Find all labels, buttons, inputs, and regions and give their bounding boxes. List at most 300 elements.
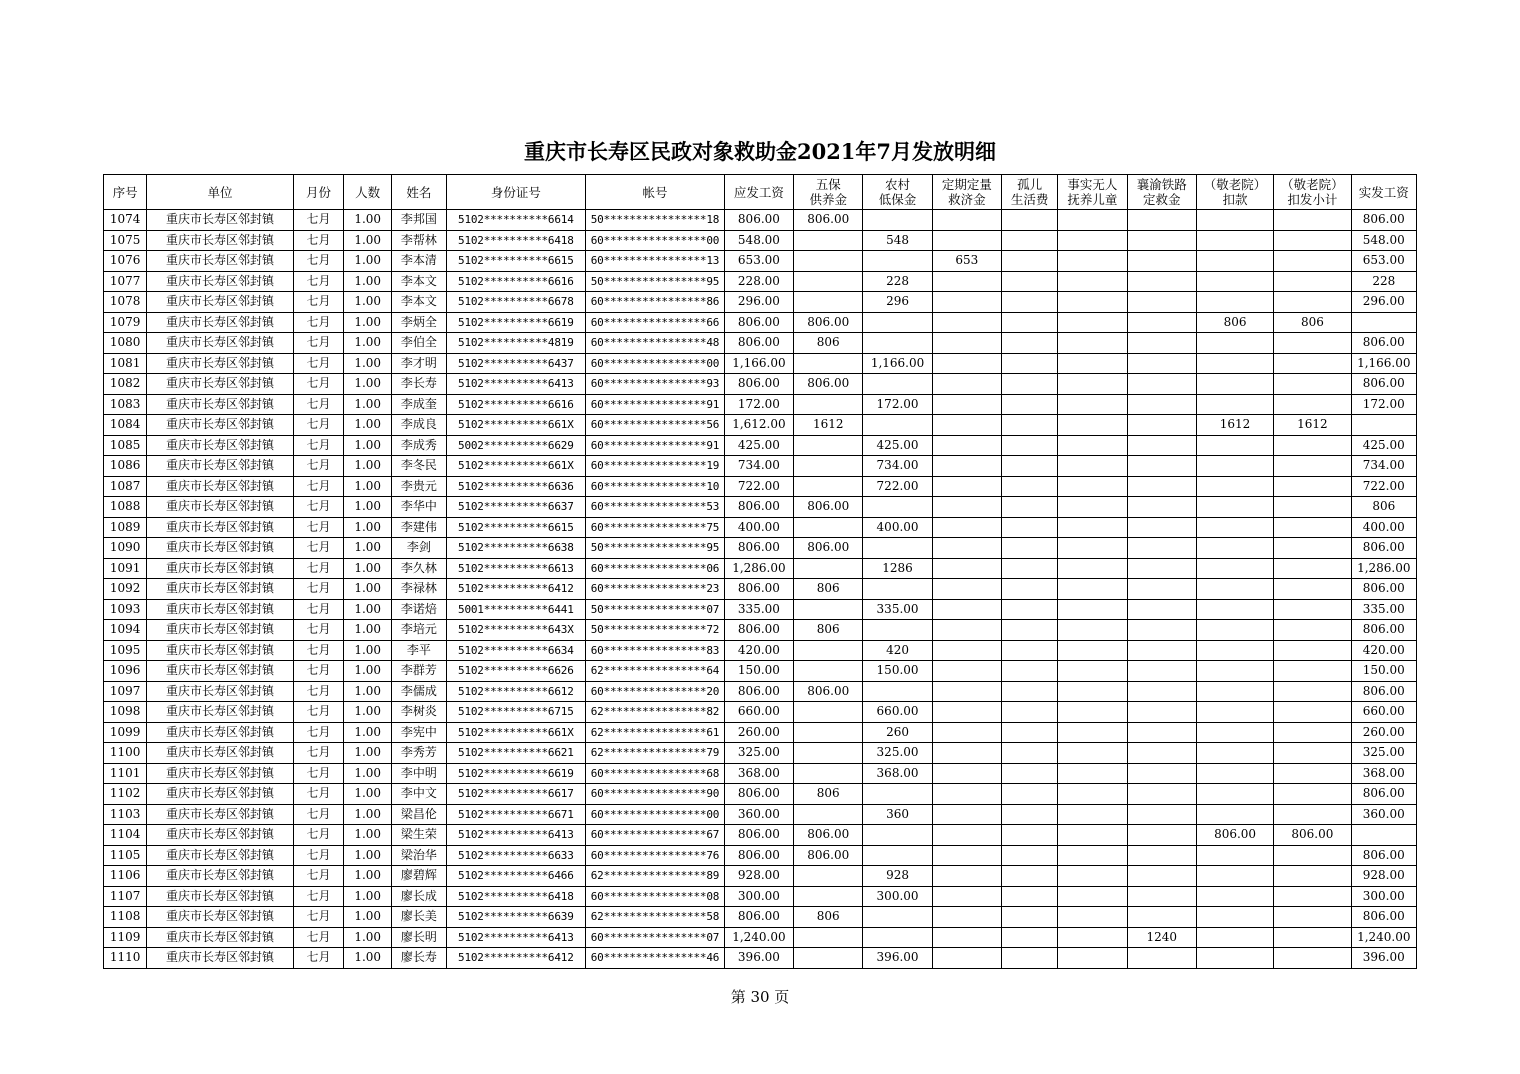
cell-railway-relief [1127, 374, 1196, 395]
cell-unit: 重庆市长寿区邻封镇 [147, 292, 294, 313]
table-row [104, 292, 1417, 313]
cell-name: 廖碧辉 [392, 866, 446, 887]
cell-seq: 1091 [104, 558, 147, 579]
cell-net-pay: 396.00 [1351, 948, 1416, 969]
cell-unit: 重庆市长寿区邻封镇 [147, 497, 294, 518]
cell-railway-relief [1127, 948, 1196, 969]
cell-nursing-subtotal [1274, 476, 1351, 497]
cell-nursing-deduction [1196, 230, 1273, 251]
cell-name: 李久林 [392, 558, 446, 579]
table-row [104, 210, 1417, 231]
cell-unit: 重庆市长寿区邻封镇 [147, 620, 294, 641]
cell-unit: 重庆市长寿区邻封镇 [147, 333, 294, 354]
cell-nursing-deduction: 806 [1196, 312, 1273, 333]
table-row [104, 702, 1417, 723]
cell-net-pay: 660.00 [1351, 702, 1416, 723]
cell-unit: 重庆市长寿区邻封镇 [147, 599, 294, 620]
cell-seq: 1084 [104, 415, 147, 436]
cell-seq: 1086 [104, 456, 147, 477]
cell-unsupported-child [1058, 845, 1127, 866]
cell-id-number: 5002**********6629 [446, 435, 586, 456]
cell-gross-pay: 806.00 [724, 620, 793, 641]
cell-railway-relief [1127, 763, 1196, 784]
cell-nursing-deduction [1196, 456, 1273, 477]
cell-name: 梁治华 [392, 845, 446, 866]
cell-orphan-allowance [1002, 763, 1058, 784]
cell-nursing-deduction [1196, 722, 1273, 743]
cell-nursing-subtotal: 1612 [1274, 415, 1351, 436]
cell-account: 60****************76 [586, 845, 725, 866]
cell-nursing-deduction [1196, 927, 1273, 948]
cell-month: 七月 [293, 251, 343, 272]
cell-orphan-allowance [1002, 948, 1058, 969]
cell-count: 1.00 [344, 681, 392, 702]
cell-wubao-support [794, 517, 863, 538]
cell-name: 廖长美 [392, 907, 446, 928]
cell-nursing-deduction [1196, 845, 1273, 866]
cell-unsupported-child [1058, 743, 1127, 764]
cell-month: 七月 [293, 579, 343, 600]
cell-nursing-subtotal [1274, 497, 1351, 518]
table-row [104, 374, 1417, 395]
cell-wubao-support: 806.00 [794, 374, 863, 395]
cell-gross-pay: 806.00 [724, 907, 793, 928]
cell-nursing-deduction [1196, 271, 1273, 292]
cell-unit: 重庆市长寿区邻封镇 [147, 271, 294, 292]
cell-rural-dibao: 325.00 [863, 743, 932, 764]
cell-count: 1.00 [344, 210, 392, 231]
cell-orphan-allowance [1002, 845, 1058, 866]
cell-fixed-relief [932, 825, 1001, 846]
cell-month: 七月 [293, 374, 343, 395]
cell-net-pay: 806.00 [1351, 538, 1416, 559]
cell-fixed-relief [932, 374, 1001, 395]
cell-unsupported-child [1058, 620, 1127, 641]
cell-unsupported-child [1058, 681, 1127, 702]
header-net-pay: 实发工资 [1351, 175, 1416, 210]
cell-nursing-deduction [1196, 538, 1273, 559]
cell-nursing-subtotal [1274, 661, 1351, 682]
cell-wubao-support [794, 661, 863, 682]
cell-seq: 1076 [104, 251, 147, 272]
cell-nursing-deduction [1196, 907, 1273, 928]
table-row [104, 579, 1417, 600]
cell-rural-dibao: 228 [863, 271, 932, 292]
cell-month: 七月 [293, 210, 343, 231]
cell-count: 1.00 [344, 845, 392, 866]
cell-month: 七月 [293, 681, 343, 702]
cell-month: 七月 [293, 886, 343, 907]
cell-rural-dibao [863, 251, 932, 272]
cell-account: 50****************72 [586, 620, 725, 641]
cell-month: 七月 [293, 538, 343, 559]
cell-rural-dibao [863, 497, 932, 518]
table-row [104, 907, 1417, 928]
cell-account: 62****************79 [586, 743, 725, 764]
cell-seq: 1104 [104, 825, 147, 846]
cell-wubao-support: 806.00 [794, 845, 863, 866]
cell-account: 60****************00 [586, 230, 725, 251]
cell-unit: 重庆市长寿区邻封镇 [147, 579, 294, 600]
cell-fixed-relief [932, 743, 1001, 764]
cell-gross-pay: 806.00 [724, 374, 793, 395]
cell-fixed-relief [932, 230, 1001, 251]
cell-id-number: 5102**********6413 [446, 927, 586, 948]
cell-id-number: 5102**********6617 [446, 784, 586, 805]
cell-name: 李成秀 [392, 435, 446, 456]
cell-railway-relief [1127, 722, 1196, 743]
cell-net-pay: 1,166.00 [1351, 353, 1416, 374]
cell-rural-dibao [863, 907, 932, 928]
cell-seq: 1099 [104, 722, 147, 743]
cell-unit: 重庆市长寿区邻封镇 [147, 558, 294, 579]
cell-seq: 1079 [104, 312, 147, 333]
cell-gross-pay: 172.00 [724, 394, 793, 415]
cell-rural-dibao: 396.00 [863, 948, 932, 969]
cell-seq: 1095 [104, 640, 147, 661]
table-header-row [104, 175, 1417, 210]
cell-orphan-allowance [1002, 661, 1058, 682]
cell-count: 1.00 [344, 620, 392, 641]
cell-unsupported-child [1058, 374, 1127, 395]
cell-unsupported-child [1058, 456, 1127, 477]
cell-count: 1.00 [344, 743, 392, 764]
cell-wubao-support [794, 927, 863, 948]
cell-unit: 重庆市长寿区邻封镇 [147, 825, 294, 846]
cell-count: 1.00 [344, 907, 392, 928]
table-row [104, 927, 1417, 948]
cell-net-pay: 548.00 [1351, 230, 1416, 251]
cell-month: 七月 [293, 661, 343, 682]
cell-count: 1.00 [344, 784, 392, 805]
cell-net-pay: 420.00 [1351, 640, 1416, 661]
cell-unsupported-child [1058, 415, 1127, 436]
table-row [104, 415, 1417, 436]
cell-wubao-support: 806.00 [794, 825, 863, 846]
cell-fixed-relief [932, 415, 1001, 436]
cell-id-number: 5102**********6626 [446, 661, 586, 682]
table-row [104, 230, 1417, 251]
cell-id-number: 5102**********6612 [446, 681, 586, 702]
cell-rural-dibao: 400.00 [863, 517, 932, 538]
cell-gross-pay: 150.00 [724, 661, 793, 682]
cell-seq: 1102 [104, 784, 147, 805]
cell-net-pay: 300.00 [1351, 886, 1416, 907]
cell-net-pay: 360.00 [1351, 804, 1416, 825]
cell-name: 李华中 [392, 497, 446, 518]
cell-net-pay: 806.00 [1351, 845, 1416, 866]
cell-month: 七月 [293, 271, 343, 292]
cell-gross-pay: 360.00 [724, 804, 793, 825]
header-unsupported-child: 事实无人 抚养儿童 [1058, 175, 1127, 210]
cell-nursing-deduction [1196, 517, 1273, 538]
cell-count: 1.00 [344, 312, 392, 333]
cell-orphan-allowance [1002, 292, 1058, 313]
header-nursing-deduction: （敬老院） 扣款 [1196, 175, 1273, 210]
cell-unit: 重庆市长寿区邻封镇 [147, 784, 294, 805]
cell-net-pay: 806 [1351, 497, 1416, 518]
cell-unit: 重庆市长寿区邻封镇 [147, 804, 294, 825]
cell-nursing-deduction [1196, 599, 1273, 620]
cell-nursing-deduction: 806.00 [1196, 825, 1273, 846]
cell-railway-relief [1127, 743, 1196, 764]
cell-id-number: 5102**********6614 [446, 210, 586, 231]
cell-fixed-relief [932, 353, 1001, 374]
cell-name: 李诺焙 [392, 599, 446, 620]
cell-net-pay: 325.00 [1351, 743, 1416, 764]
cell-count: 1.00 [344, 292, 392, 313]
header-railway-relief: 襄渝铁路 定救金 [1127, 175, 1196, 210]
cell-gross-pay: 548.00 [724, 230, 793, 251]
cell-wubao-support [794, 230, 863, 251]
cell-net-pay: 1,240.00 [1351, 927, 1416, 948]
cell-id-number: 5102**********6437 [446, 353, 586, 374]
cell-count: 1.00 [344, 599, 392, 620]
cell-wubao-support: 806.00 [794, 538, 863, 559]
cell-seq: 1081 [104, 353, 147, 374]
cell-orphan-allowance [1002, 681, 1058, 702]
cell-unsupported-child [1058, 702, 1127, 723]
cell-unsupported-child [1058, 394, 1127, 415]
cell-orphan-allowance [1002, 271, 1058, 292]
cell-month: 七月 [293, 230, 343, 251]
cell-account: 60****************75 [586, 517, 725, 538]
cell-id-number: 5102**********6638 [446, 538, 586, 559]
cell-name: 李禄林 [392, 579, 446, 600]
relief-table [103, 174, 1417, 969]
cell-wubao-support [794, 743, 863, 764]
cell-nursing-subtotal [1274, 435, 1351, 456]
cell-railway-relief [1127, 804, 1196, 825]
cell-id-number: 5102**********6615 [446, 517, 586, 538]
cell-fixed-relief [932, 435, 1001, 456]
table-row [104, 784, 1417, 805]
cell-month: 七月 [293, 907, 343, 928]
cell-net-pay: 400.00 [1351, 517, 1416, 538]
cell-account: 60****************23 [586, 579, 725, 600]
cell-gross-pay: 1,166.00 [724, 353, 793, 374]
cell-seq: 1100 [104, 743, 147, 764]
cell-unit: 重庆市长寿区邻封镇 [147, 456, 294, 477]
cell-railway-relief [1127, 640, 1196, 661]
header-count: 人数 [344, 175, 392, 210]
cell-account: 62****************89 [586, 866, 725, 887]
table-row [104, 763, 1417, 784]
cell-nursing-subtotal [1274, 702, 1351, 723]
cell-gross-pay: 928.00 [724, 866, 793, 887]
cell-orphan-allowance [1002, 558, 1058, 579]
cell-fixed-relief [932, 804, 1001, 825]
cell-name: 李炳全 [392, 312, 446, 333]
cell-nursing-subtotal: 806.00 [1274, 825, 1351, 846]
cell-count: 1.00 [344, 353, 392, 374]
cell-unsupported-child [1058, 784, 1127, 805]
cell-nursing-deduction [1196, 948, 1273, 969]
cell-rural-dibao: 300.00 [863, 886, 932, 907]
cell-id-number: 5102**********6412 [446, 579, 586, 600]
cell-count: 1.00 [344, 804, 392, 825]
cell-fixed-relief [932, 866, 1001, 887]
table-row [104, 948, 1417, 969]
cell-gross-pay: 425.00 [724, 435, 793, 456]
cell-count: 1.00 [344, 333, 392, 354]
cell-nursing-subtotal [1274, 866, 1351, 887]
cell-account: 62****************82 [586, 702, 725, 723]
cell-name: 廖长寿 [392, 948, 446, 969]
cell-unsupported-child [1058, 907, 1127, 928]
cell-unsupported-child [1058, 538, 1127, 559]
cell-unit: 重庆市长寿区邻封镇 [147, 661, 294, 682]
cell-railway-relief [1127, 702, 1196, 723]
cell-account: 60****************56 [586, 415, 725, 436]
cell-nursing-deduction [1196, 620, 1273, 641]
cell-unsupported-child [1058, 230, 1127, 251]
cell-id-number: 5102**********6619 [446, 763, 586, 784]
cell-seq: 1085 [104, 435, 147, 456]
cell-name: 李本文 [392, 292, 446, 313]
cell-railway-relief [1127, 620, 1196, 641]
header-seq: 序号 [104, 175, 147, 210]
cell-wubao-support [794, 640, 863, 661]
cell-count: 1.00 [344, 886, 392, 907]
cell-account: 60****************20 [586, 681, 725, 702]
cell-month: 七月 [293, 640, 343, 661]
cell-net-pay: 335.00 [1351, 599, 1416, 620]
cell-count: 1.00 [344, 763, 392, 784]
cell-nursing-deduction [1196, 251, 1273, 272]
cell-account: 62****************61 [586, 722, 725, 743]
cell-seq: 1092 [104, 579, 147, 600]
cell-month: 七月 [293, 333, 343, 354]
cell-railway-relief [1127, 476, 1196, 497]
cell-unit: 重庆市长寿区邻封镇 [147, 845, 294, 866]
cell-nursing-deduction [1196, 784, 1273, 805]
cell-id-number: 5102**********6466 [446, 866, 586, 887]
cell-unit: 重庆市长寿区邻封镇 [147, 517, 294, 538]
cell-wubao-support [794, 886, 863, 907]
cell-railway-relief [1127, 538, 1196, 559]
table-row [104, 333, 1417, 354]
cell-count: 1.00 [344, 517, 392, 538]
cell-unit: 重庆市长寿区邻封镇 [147, 763, 294, 784]
cell-railway-relief [1127, 845, 1196, 866]
cell-unsupported-child [1058, 661, 1127, 682]
cell-seq: 1098 [104, 702, 147, 723]
cell-orphan-allowance [1002, 620, 1058, 641]
cell-rural-dibao [863, 312, 932, 333]
cell-unsupported-child [1058, 251, 1127, 272]
cell-seq: 1093 [104, 599, 147, 620]
cell-rural-dibao: 1286 [863, 558, 932, 579]
cell-unsupported-child [1058, 722, 1127, 743]
cell-unit: 重庆市长寿区邻封镇 [147, 702, 294, 723]
cell-net-pay: 150.00 [1351, 661, 1416, 682]
cell-gross-pay: 1,286.00 [724, 558, 793, 579]
cell-gross-pay: 228.00 [724, 271, 793, 292]
cell-nursing-deduction [1196, 374, 1273, 395]
cell-month: 七月 [293, 558, 343, 579]
cell-month: 七月 [293, 927, 343, 948]
cell-railway-relief [1127, 886, 1196, 907]
cell-id-number: 5001**********6441 [446, 599, 586, 620]
cell-wubao-support [794, 804, 863, 825]
table-row [104, 661, 1417, 682]
cell-month: 七月 [293, 825, 343, 846]
cell-count: 1.00 [344, 948, 392, 969]
cell-gross-pay: 806.00 [724, 210, 793, 231]
cell-net-pay: 806.00 [1351, 681, 1416, 702]
cell-gross-pay: 400.00 [724, 517, 793, 538]
cell-wubao-support: 806.00 [794, 497, 863, 518]
cell-count: 1.00 [344, 825, 392, 846]
cell-nursing-subtotal [1274, 743, 1351, 764]
cell-seq: 1106 [104, 866, 147, 887]
cell-name: 李平 [392, 640, 446, 661]
cell-nursing-subtotal [1274, 230, 1351, 251]
cell-month: 七月 [293, 312, 343, 333]
cell-wubao-support: 806 [794, 784, 863, 805]
cell-rural-dibao [863, 825, 932, 846]
cell-nursing-deduction [1196, 353, 1273, 374]
cell-unsupported-child [1058, 292, 1127, 313]
cell-name: 李培元 [392, 620, 446, 641]
cell-nursing-subtotal [1274, 251, 1351, 272]
cell-nursing-deduction [1196, 292, 1273, 313]
cell-account: 60****************10 [586, 476, 725, 497]
cell-nursing-subtotal [1274, 292, 1351, 313]
cell-account: 60****************00 [586, 804, 725, 825]
cell-fixed-relief [932, 538, 1001, 559]
cell-net-pay: 928.00 [1351, 866, 1416, 887]
cell-gross-pay: 300.00 [724, 886, 793, 907]
cell-gross-pay: 653.00 [724, 251, 793, 272]
cell-nursing-subtotal [1274, 948, 1351, 969]
table-row [104, 353, 1417, 374]
cell-nursing-deduction [1196, 640, 1273, 661]
cell-fixed-relief [932, 497, 1001, 518]
cell-rural-dibao: 368.00 [863, 763, 932, 784]
header-id-number: 身份证号 [446, 175, 586, 210]
cell-name: 李才明 [392, 353, 446, 374]
cell-nursing-subtotal [1274, 763, 1351, 784]
cell-id-number: 5102**********6715 [446, 702, 586, 723]
cell-month: 七月 [293, 804, 343, 825]
cell-month: 七月 [293, 353, 343, 374]
cell-seq: 1082 [104, 374, 147, 395]
cell-orphan-allowance [1002, 784, 1058, 805]
cell-account: 60****************06 [586, 558, 725, 579]
cell-gross-pay: 296.00 [724, 292, 793, 313]
cell-unit: 重庆市长寿区邻封镇 [147, 476, 294, 497]
cell-nursing-subtotal [1274, 784, 1351, 805]
cell-net-pay [1351, 312, 1416, 333]
cell-nursing-deduction [1196, 763, 1273, 784]
cell-month: 七月 [293, 497, 343, 518]
cell-unit: 重庆市长寿区邻封镇 [147, 415, 294, 436]
cell-orphan-allowance [1002, 886, 1058, 907]
cell-count: 1.00 [344, 374, 392, 395]
cell-account: 60****************86 [586, 292, 725, 313]
cell-orphan-allowance [1002, 927, 1058, 948]
cell-name: 李中文 [392, 784, 446, 805]
cell-month: 七月 [293, 948, 343, 969]
cell-railway-relief [1127, 394, 1196, 415]
cell-rural-dibao: 335.00 [863, 599, 932, 620]
cell-gross-pay: 806.00 [724, 825, 793, 846]
cell-wubao-support [794, 435, 863, 456]
cell-railway-relief [1127, 661, 1196, 682]
cell-account: 60****************53 [586, 497, 725, 518]
